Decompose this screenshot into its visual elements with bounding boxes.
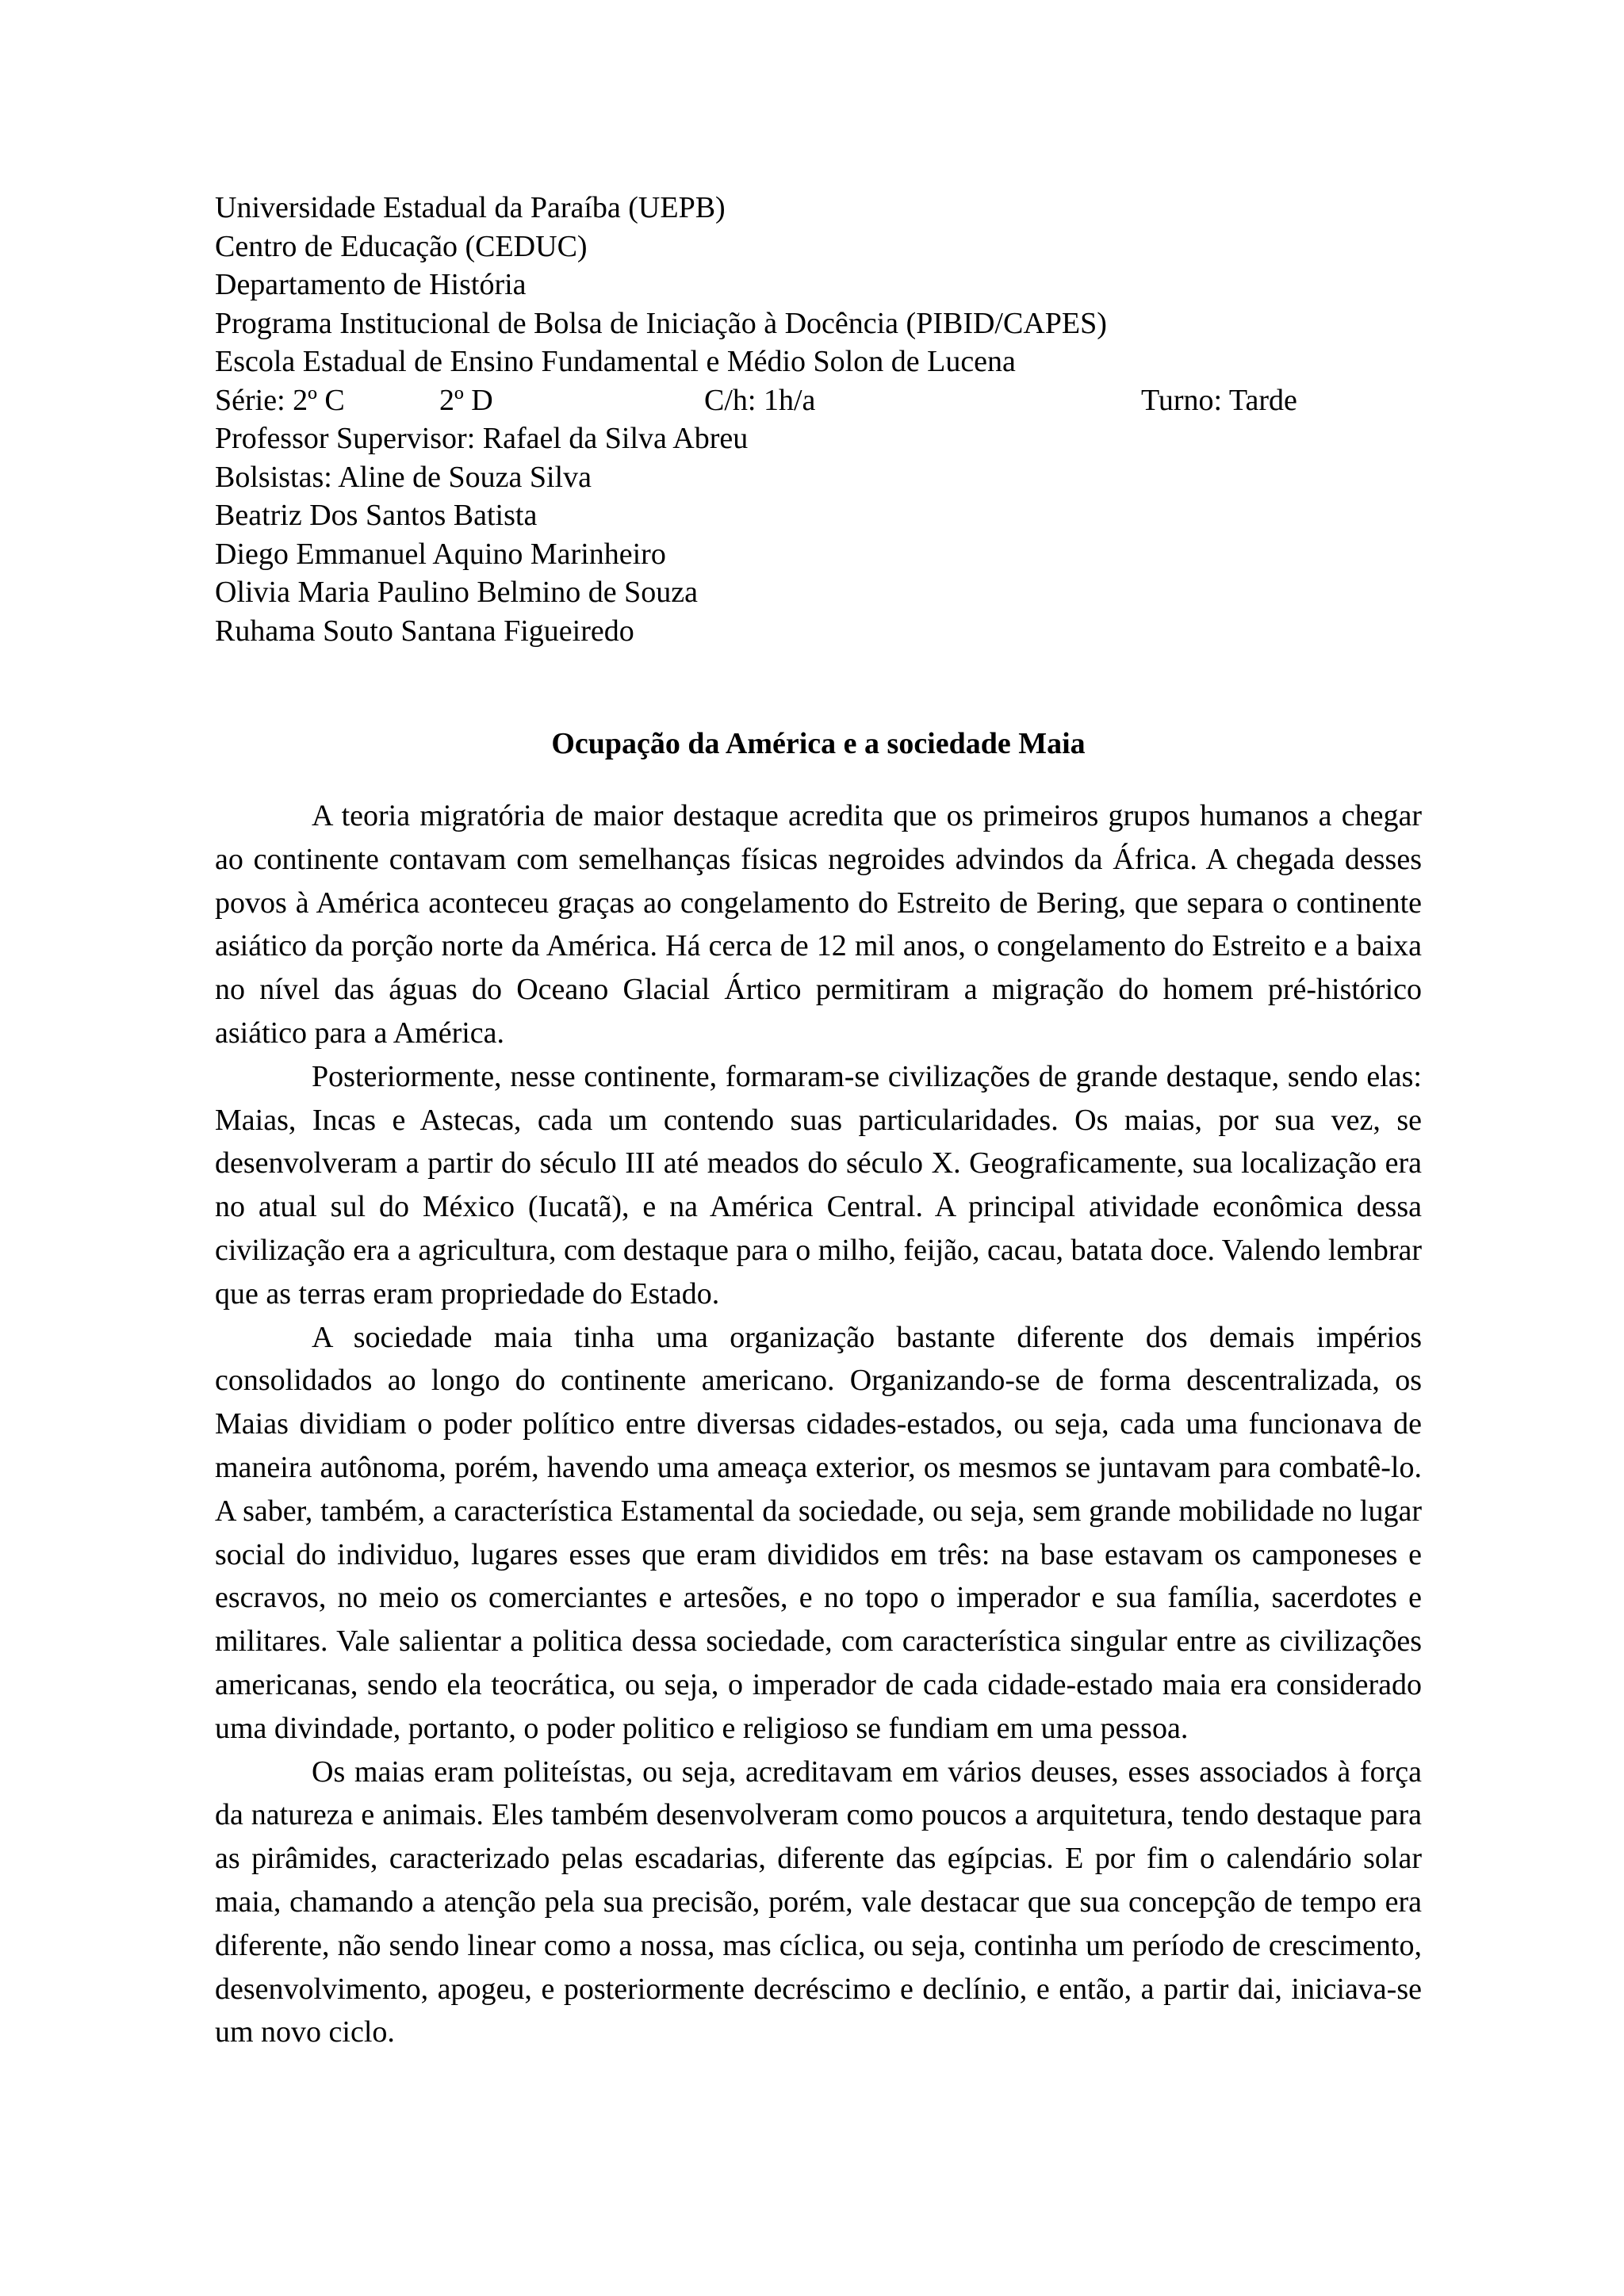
header-university: Universidade Estadual da Paraíba (UEPB) bbox=[215, 191, 726, 224]
header-program: Programa Institucional de Bolsa de Iniciação à Docência (PIBID/CAPES) bbox=[215, 306, 1107, 340]
paragraph: Posteriormente, nesse continente, formaram-se civilizações de grande destaque, sendo elas: Maias, Incas e Astecas, cada um contendo suas particularidades. Os maias, por sua vez, se desenvolveram a partir do século III até meados do século X. Geograficamente, sua localização era no atual sul do México (Iucatã), e na América Central. A principal atividade econômica dessa civilização era a agricultura, com destaque para o milho, feijão, cacau, batata doce. Valendo lembrar que as terras eram propriedade do Estado. bbox=[215, 1059, 1422, 1311]
document-title: Ocupação da América e a sociedade Maia bbox=[551, 727, 1086, 760]
document-header bbox=[215, 189, 1420, 650]
serie-label: Série: 2º C bbox=[215, 383, 345, 417]
header-supervisor: Professor Supervisor: Rafael da Silva Abreu bbox=[215, 422, 749, 455]
workload: C/h: 1h/a bbox=[704, 383, 816, 417]
header-scholar-3: Diego Emmanuel Aquino Marinheiro bbox=[215, 537, 666, 571]
paragraph: Os maias eram politeístas, ou seja, acreditavam em vários deuses, esses associados à força da natureza e animais. Eles também desenvolveram como poucos a arquitetura, tendo destaque para as pirâmides, caracterizado pelas escadarias, diferente das egípcias. E por fim o calendário solar maia, chamando a atenção pela sua precisão, porém, vale destacar que sua concepção de tempo era diferente, não sendo linear como a nossa, mas cíclica, ou seja, continha um período de crescimento, desenvolvimento, apogeu, e posteriormente decréscimo e declínio, e então, a partir dai, iniciava-se um novo ciclo. bbox=[215, 1755, 1422, 2049]
shift: Turno: Tarde bbox=[1141, 383, 1297, 417]
paragraph: A sociedade maia tinha uma organização bastante diferente dos demais impérios consolidados ao longo do continente americano. Organizando-se de forma descentralizada, os Maias dividiam o poder político entre diversas cidades-estados, ou seja, cada uma funcionava de maneira autônoma, porém, havendo uma ameaça exterior, os mesmos se juntavam para combatê-lo. A saber, também, a característica Estamental da sociedade, ou seja, sem grande mobilidade no lugar social do individuo, lugares esses que eram divididos em três: na base estavam os camponeses e escravos, no meio os comerciantes e artesões, e no topo o imperador e sua família, sacerdotes e militares. Vale salientar a politica dessa sociedade, com característica singular entre as civilizações americanas, sendo ela teocrática, ou seja, o imperador de cada cidade-estado maia era considerado uma divindade, portanto, o poder politico e religioso se fundiam em uma pessoa. bbox=[215, 1320, 1422, 1745]
document-body bbox=[215, 794, 1422, 2054]
header-scholar-2: Beatriz Dos Santos Batista bbox=[215, 499, 538, 532]
header-school: Escola Estadual de Ensino Fundamental e Médio Solon de Lucena bbox=[215, 345, 1016, 378]
header-center: Centro de Educação (CEDUC) bbox=[215, 229, 588, 263]
header-scholars: Bolsistas: Aline de Souza Silva bbox=[215, 460, 592, 494]
header-class-info bbox=[215, 381, 1420, 420]
paragraph: A teoria migratória de maior destaque acredita que os primeiros grupos humanos a chegar ao continente contavam com semelhanças físicas negroides advindos da África. A chegada desses povos à América aconteceu graças ao congelamento do Estreito de Bering, que separa o continente asiático da porção norte da América. Há cerca de 12 mil anos, o congelamento do Estreito e a baixa no nível das águas do Oceano Glacial Ártico permitiram a migração do homem pré-histórico asiático para a América. bbox=[215, 799, 1422, 1050]
header-department: Departamento de História bbox=[215, 268, 527, 301]
header-scholar-4: Olivia Maria Paulino Belmino de Souza bbox=[215, 576, 698, 609]
serie-second-class: 2º D bbox=[439, 383, 493, 417]
header-scholar-5: Ruhama Souto Santana Figueiredo bbox=[215, 614, 634, 648]
